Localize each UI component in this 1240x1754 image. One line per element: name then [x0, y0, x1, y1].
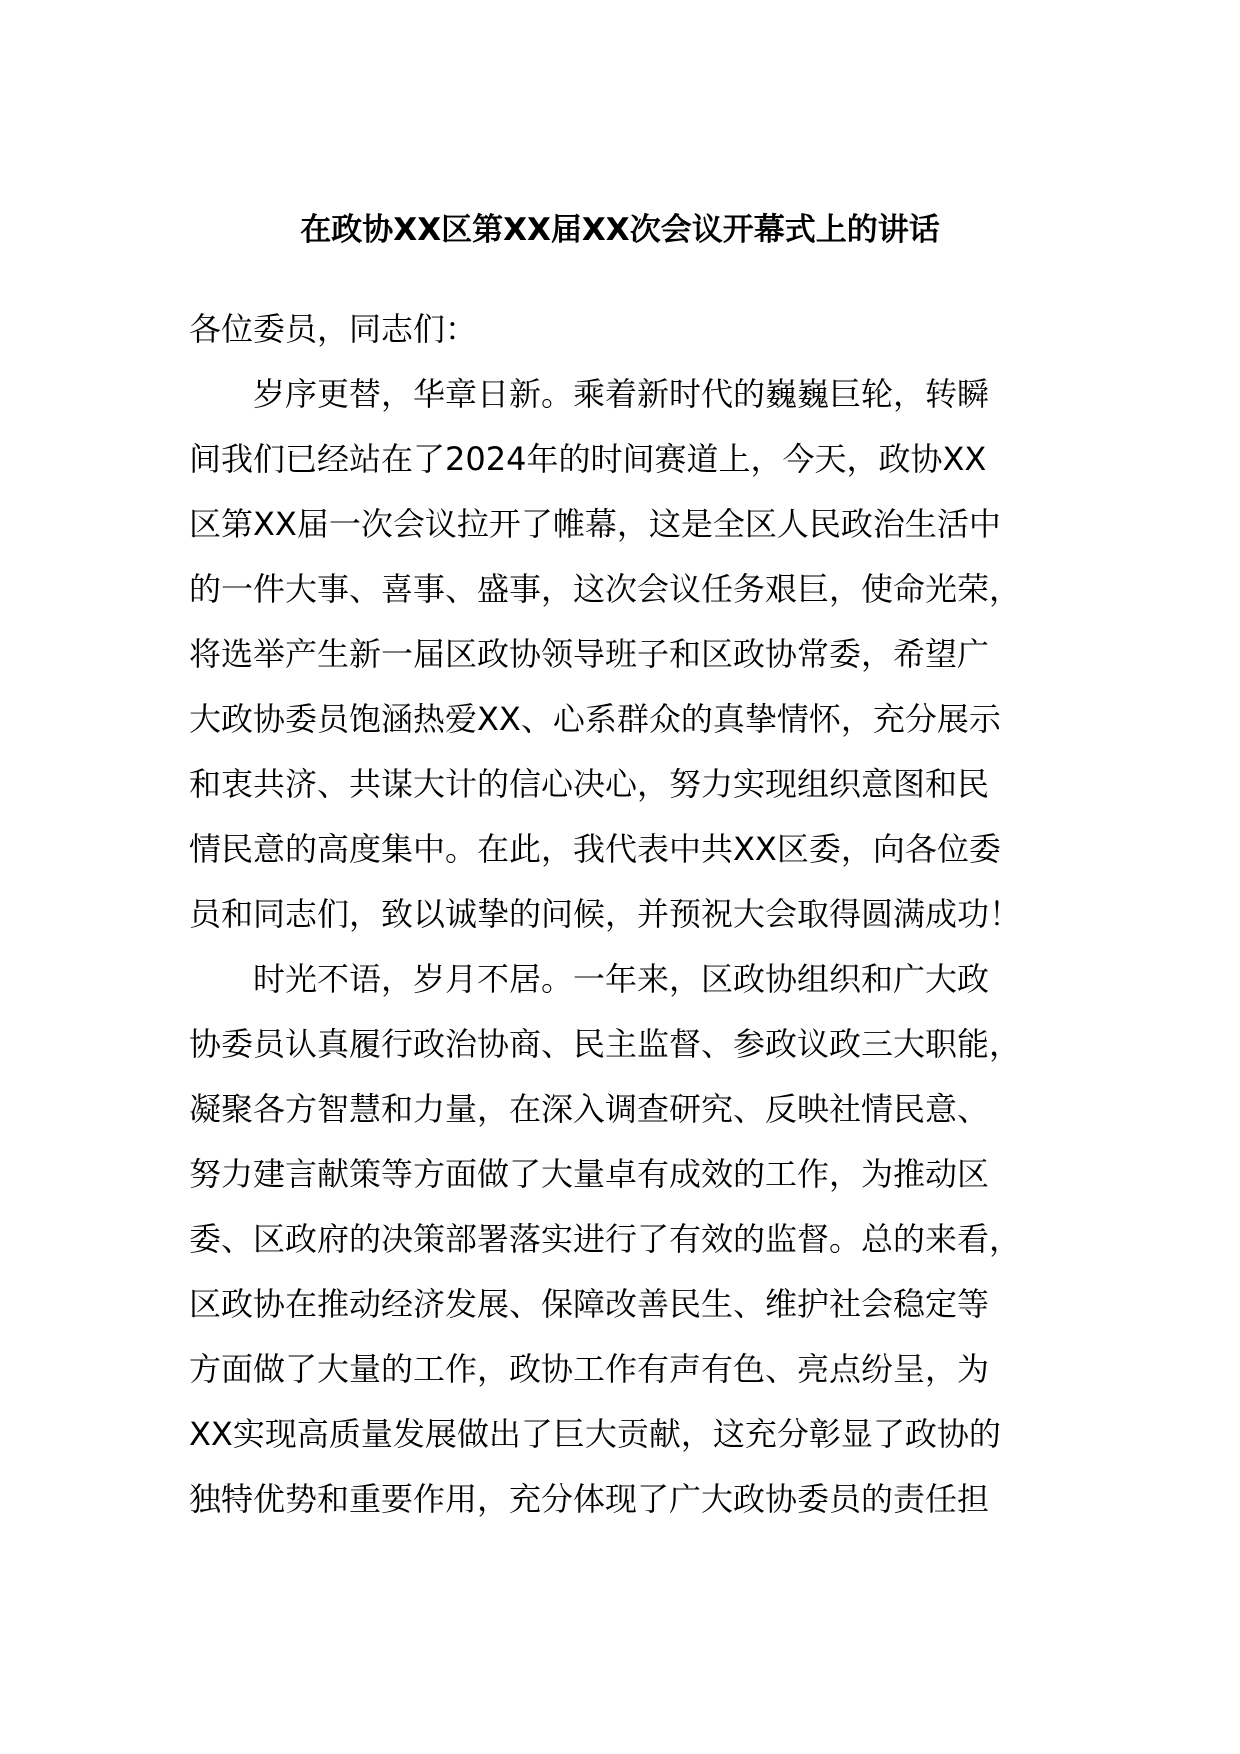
text-line: 各位委员，同志们： [189, 310, 478, 348]
document-title: 在政协XX区第XX届XX次会议开幕式上的讲话 [300, 212, 940, 248]
text-line: 委、区政府的决策部署落实进行了有效的监督。总的来看， [189, 1220, 1022, 1258]
text-line: 将选举产生新一届区政协领导班子和区政协常委，希望广 [189, 635, 990, 673]
text-line: 间我们已经站在了2024年的时间赛道上，今天，政协XX [189, 440, 987, 478]
text-line: 凝聚各方智慧和力量，在深入调查研究、反映社情民意、 [189, 1090, 990, 1128]
document-body [189, 304, 1069, 1539]
text-line: 协委员认真履行政治协商、民主监督、参政议政三大职能， [189, 1025, 1022, 1063]
text-line: 情民意的高度集中。在此，我代表中共XX区委，向各位委 [189, 830, 1001, 868]
text-line: 独特优势和重要作用，充分体现了广大政协委员的责任担 [189, 1480, 990, 1518]
text-line: 和衷共济、共谋大计的信心决心，努力实现组织意图和民 [189, 765, 990, 803]
text-line: 时光不语，岁月不居。一年来，区政协组织和广大政 [189, 960, 990, 998]
text-line: 岁序更替，华章日新。乘着新时代的巍巍巨轮，转瞬 [189, 375, 990, 413]
text-line: 大政协委员饱涵热爱XX、心系群众的真挚情怀，充分展示 [189, 700, 1001, 738]
text-line: 区第XX届一次会议拉开了帷幕，这是全区人民政治生活中 [189, 505, 1001, 543]
text-line: 的一件大事、喜事、盛事，这次会议任务艰巨，使命光荣， [189, 570, 1022, 608]
text-line: 员和同志们，致以诚挚的问候，并预祝大会取得圆满成功！ [189, 895, 1022, 933]
text-line: 区政协在推动经济发展、保障改善民生、维护社会稳定等 [189, 1285, 990, 1323]
text-line: 方面做了大量的工作，政协工作有声有色、亮点纷呈，为 [189, 1350, 990, 1388]
text-line: XX实现高质量发展做出了巨大贡献，这充分彰显了政协的 [189, 1415, 1001, 1453]
text-line: 努力建言献策等方面做了大量卓有成效的工作，为推动区 [189, 1155, 990, 1193]
